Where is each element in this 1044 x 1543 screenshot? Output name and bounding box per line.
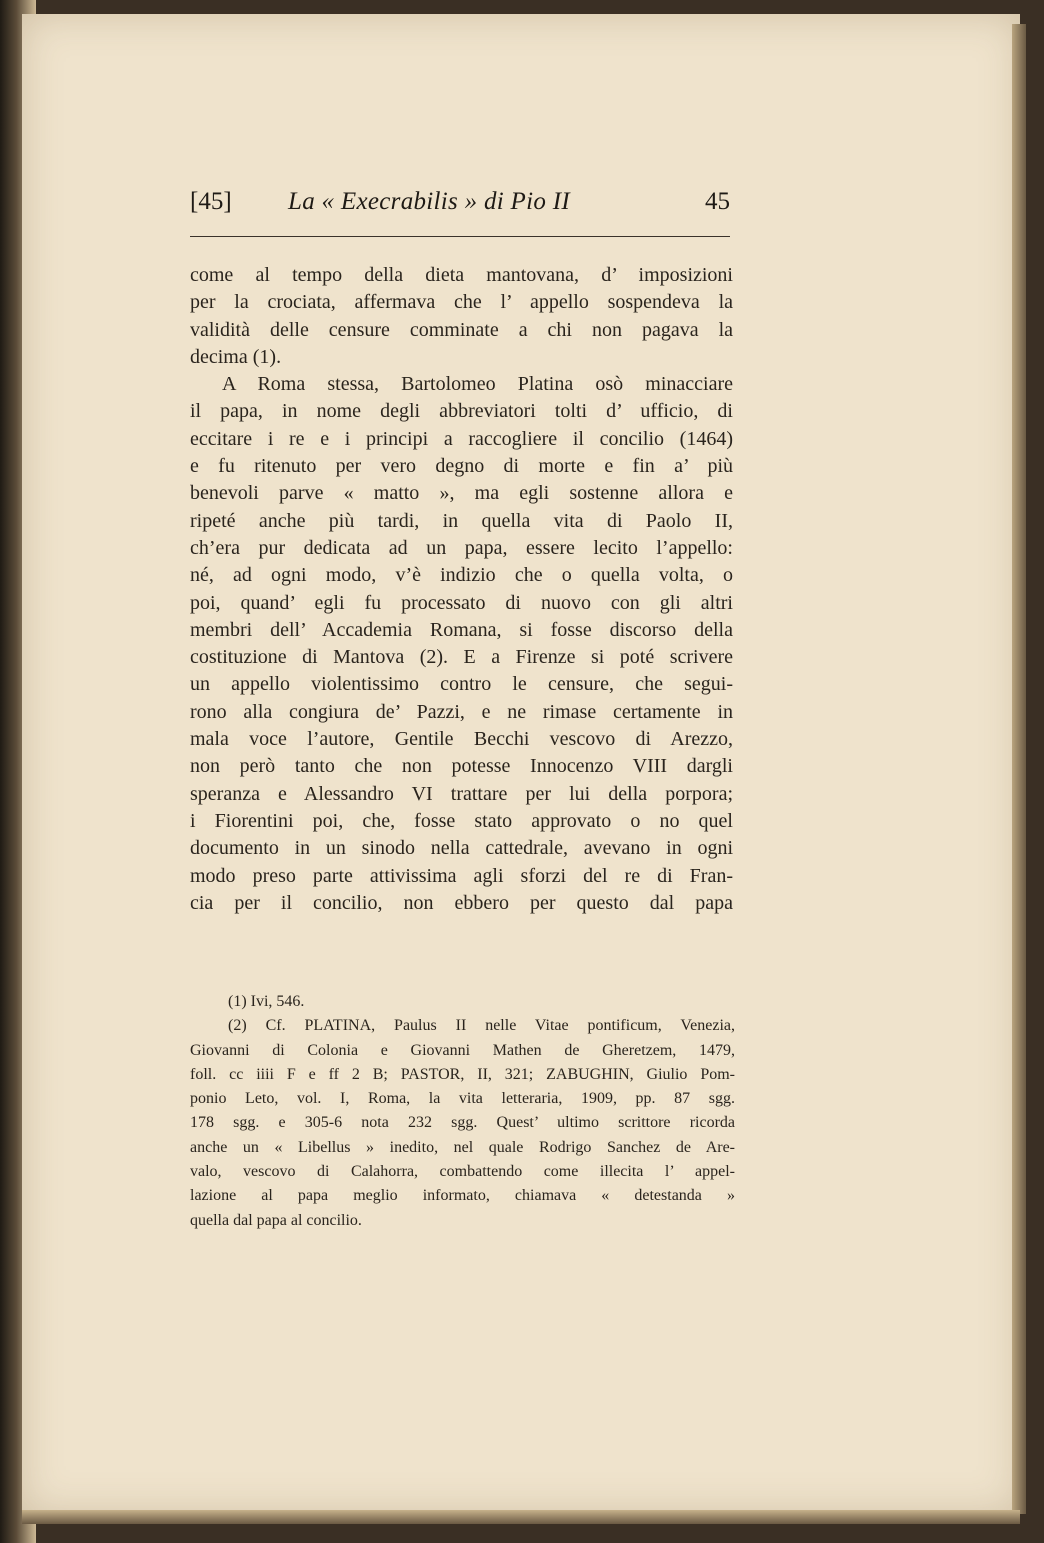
text-line: per la crociata, affermava che l’ appello sospendeva la xyxy=(190,291,733,314)
text-line: costituzione di Mantova (2). E a Firenze si poté scrivere xyxy=(190,646,733,669)
text-line: mala voce l’autore, Gentile Becchi vescovo di Arezzo, xyxy=(190,728,733,751)
text-line: non però tanto che non potesse Innocenzo VIII dargli xyxy=(190,755,733,778)
footnote-line: foll. cc iiii F e ff 2 B; PASTOR, II, 321; ZABUGHIN, Giulio Pom- xyxy=(190,1065,735,1083)
footnote-line: 178 sgg. e 305-6 nota 232 sgg. Quest’ ultimo scrittore ricorda xyxy=(190,1114,735,1132)
footnote-line: Giovanni di Colonia e Giovanni Mathen de Gheretzem, 1479, xyxy=(190,1041,735,1059)
text-line: né, ad ogni modo, v’è indizio che o quella volta, o xyxy=(190,564,733,587)
footnote-line: lazione al papa meglio informato, chiamava « detestanda » xyxy=(190,1187,735,1205)
text-line: eccitare i re e i principi a raccogliere il concilio (1464) xyxy=(190,427,733,450)
footnotes xyxy=(190,990,735,1233)
text-line: A Roma stessa, Bartolomeo Platina osò minacciare xyxy=(222,373,733,396)
text-line: cia per il concilio, non ebbero per questo dal papa xyxy=(190,891,733,914)
running-head xyxy=(190,188,730,232)
footnote-line: quella dal papa al concilio. xyxy=(190,1211,362,1229)
footnote-line: (1) Ivi, 546. xyxy=(228,993,305,1010)
running-head-section-number: [45] xyxy=(190,188,232,215)
text-line: i Fiorentini poi, che, fosse stato approvato o no quel xyxy=(190,809,733,832)
header-rule xyxy=(190,236,730,237)
page-edge-bottom xyxy=(22,1510,1020,1524)
text-line: speranza e Alessandro VI trattare per lui della porpora; xyxy=(190,782,733,805)
page-number: 45 xyxy=(705,188,730,215)
text-line: ch’era pur dedicata ad un papa, essere lecito l’appello: xyxy=(190,536,733,559)
text-line: un appello violentissimo contro le censure, che segui- xyxy=(190,673,733,696)
text-line: il papa, in nome degli abbreviatori tolti d’ ufficio, di xyxy=(190,400,733,423)
main-text xyxy=(190,262,733,917)
footnote-line: ponio Leto, vol. I, Roma, la vita letteraria, 1909, pp. 87 sgg. xyxy=(190,1090,735,1108)
text-line: benevoli parve « matto », ma egli sostenne allora e xyxy=(190,482,733,505)
footnote-line: valo, vescovo di Calahorra, combattendo come illecita l’ appel- xyxy=(190,1163,735,1181)
text-line: come al tempo della dieta mantovana, d’ imposizioni xyxy=(190,264,733,286)
text-line: poi, quand’ egli fu processato di nuovo con gli altri xyxy=(190,591,733,614)
text-line: membri dell’ Accademia Romana, si fosse discorso della xyxy=(190,618,733,641)
text-line: modo preso parte attivissima agli sforzi del re di Fran- xyxy=(190,864,733,887)
text-line: documento in un sinodo nella cattedrale, avevano in ogni xyxy=(190,837,733,860)
text-line: validità delle censure comminate a chi non pagava la xyxy=(190,318,733,341)
page-edge-right xyxy=(1012,24,1026,1514)
text-line: decima (1). xyxy=(190,345,282,368)
text-line: ripeté anche più tardi, in quella vita di Paolo II, xyxy=(190,509,733,532)
text-line: e fu ritenuto per vero degno di morte e fin a’ più xyxy=(190,455,733,478)
text-line: rono alla congiura de’ Pazzi, e ne rimase certamente in xyxy=(190,700,733,723)
footnote-line: anche un « Libellus » inedito, nel quale Rodrigo Sanchez de Are- xyxy=(190,1138,735,1156)
running-head-title: La « Execrabilis » di Pio II xyxy=(288,188,570,215)
footnote-line: (2) Cf. PLATINA, Paulus II nelle Vitae pontificum, Venezia, xyxy=(228,1017,735,1035)
